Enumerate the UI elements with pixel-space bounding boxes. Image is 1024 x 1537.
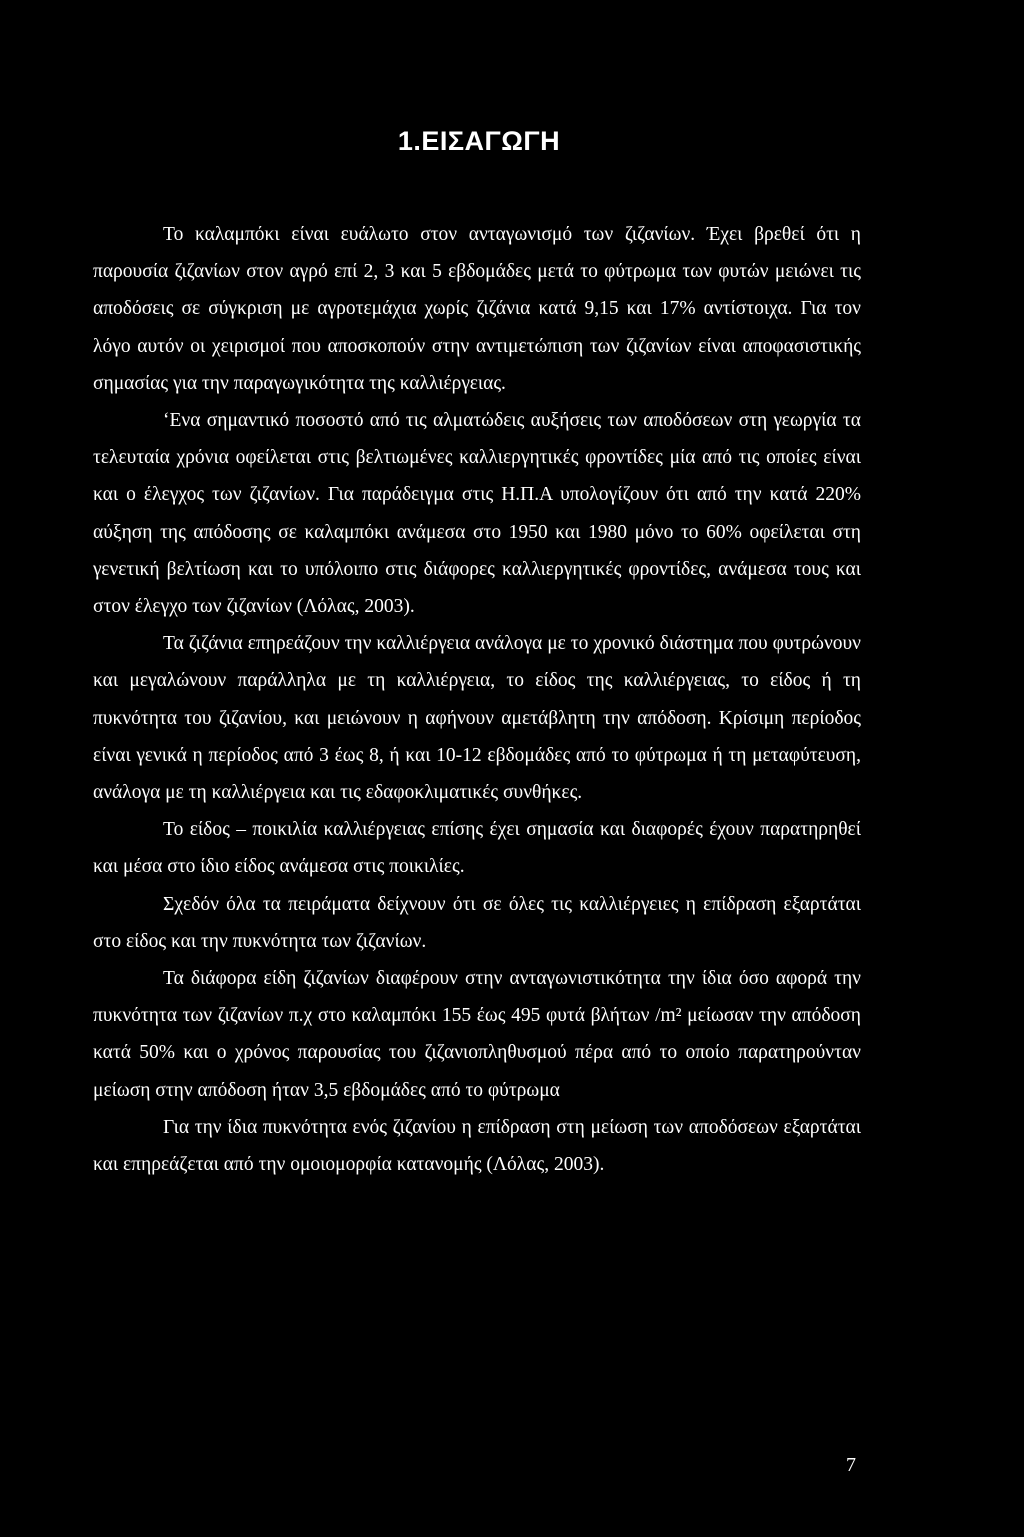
- paragraph: Σχεδόν όλα τα πειράματα δείχνουν ότι σε όλες τις καλλιέργειες η επίδραση εξαρτάται στο είδος και την πυκνότητα των ζιζανίων.: [93, 893, 861, 952]
- paragraph: Τα ζιζάνια επηρεάζουν την καλλιέργεια ανάλογα με το χρονικό διάστημα που φυτρώνουν και μεγαλώνουν παράλληλα με τη καλλιέργεια, το είδος της καλλιέργειας, το είδος ή τη πυκνότητα του ζιζανίου, και μειώνουν η αφήνουν αμετάβλητη την απόδοση. Κρίσιμη περίοδος είναι γενικά η περίοδος από 3 έως 8, ή και 10-12 εβδομάδες από το φύτρωμα ή τη μεταφύτευση, ανάλογα με τη καλλιέργεια και τις εδαφοκλιματικές συνθήκες.: [93, 633, 861, 804]
- section-heading: 1.ΕΙΣΑΓΩΓΗ: [397, 126, 561, 156]
- paragraph: Το καλαμπόκι είναι ευάλωτο στον ανταγωνισμό των ζιζανίων. Έχει βρεθεί ότι η παρουσία ζιζανίων στον αγρό επί 2, 3 και 5 εβδομάδες μετά το φύτρωμα των φυτών μειώνει τις αποδόσεις σε σύγκριση με αγροτεμάχια χωρίς ζιζάνια κατά 9,15 και 17% αντίστοιχα. Για τον λόγο αυτόν οι χειρισμοί που αποσκοπούν στην αντιμετώπιση των ζιζανίων είναι αποφασιστικής σημασίας για την παραγωγικότητα της καλλιέργειας.: [93, 224, 861, 394]
- paragraph: Το είδος – ποικιλία καλλιέργειας επίσης έχει σημασία και διαφορές έχουν παρατηρηθεί και μέσα στο ίδιο είδος ανάμεσα στις ποικιλίες.: [93, 819, 861, 878]
- body-text: [93, 216, 861, 1183]
- paragraph: Για την ίδια πυκνότητα ενός ζιζανίου η επίδραση στη μείωση των αποδόσεων εξαρτάται και επηρεάζεται από την ομοιομορφία κατανομής (Λόλας, 2003).: [93, 1116, 861, 1176]
- paragraph: Τα διάφορα είδη ζιζανίων διαφέρουν στην ανταγωνιστικότητα την ίδια όσο αφορά την πυκνότητα των ζιζανίων π.χ στο καλαμπόκι 155 έως 495 φυτά βλήτων /m² μείωσαν την απόδοση κατά 50% και ο χρόνος παρουσίας του ζιζανιοπληθυσμού πέρα από το οποίο παρατηρούνταν μείωση στην απόδοση ήταν 3,5 εβδομάδες από το φύτρωμα: [93, 968, 861, 1101]
- page-number: 7: [846, 1454, 856, 1476]
- paragraph: ‘Ενα σημαντικό ποσοστό από τις αλματώδεις αυξήσεις των αποδόσεων στη γεωργία τα τελευταία χρόνια οφείλεται στις βελτιωμένες καλλιεργητικές φροντίδες μία από τις οποίες είναι και ο έλεγχος των ζιζανίων. Για παράδειγμα στις Η.Π.Α υπολογίζουν ότι από την κατά 220% αύξηση της απόδοσης σε καλαμπόκι ανάμεσα στο 1950 και 1980 μόνο το 60% οφείλεται στη γενετική βελτίωση και το υπόλοιπο στις διάφορες καλλιεργητικές φροντίδες, ανάμεσα τους και στον έλεγχο των ζιζανίων (Λόλας, 2003).: [93, 410, 861, 618]
